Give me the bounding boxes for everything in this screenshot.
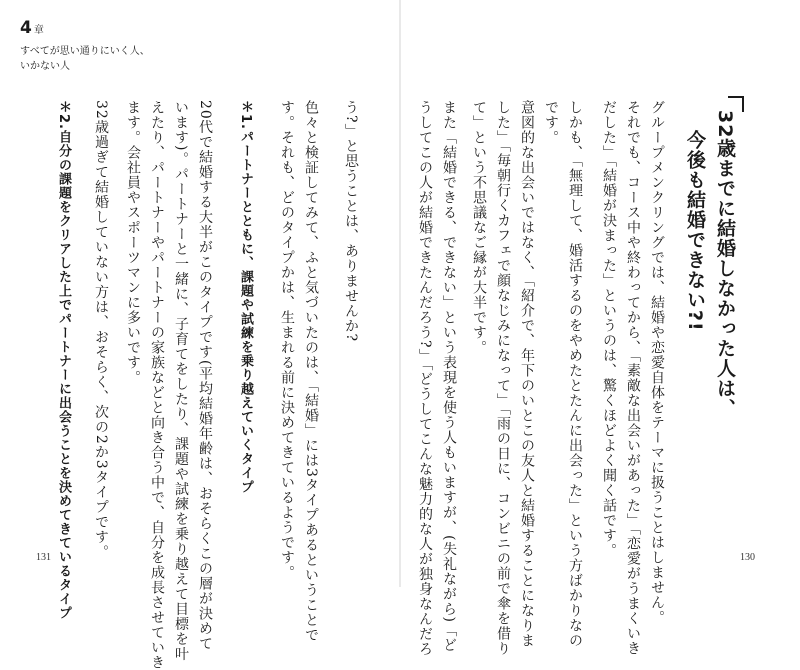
text-column: えたり、パートナーやパートナーの家族などと向き合う中で、自分を成長させていき bbox=[149, 100, 165, 670]
page-gutter bbox=[399, 0, 401, 587]
text-column: です。 bbox=[543, 100, 559, 145]
text-column: て」という不思議なご縁が大半です。 bbox=[471, 100, 487, 355]
page-number-right: 130 bbox=[740, 552, 755, 563]
section-heading-2: ＊2.自分の課題をクリアした上でパートナーに出会うことを決めてきているタイプ bbox=[56, 100, 71, 620]
text-column: それでも、コース中や終わってから、「素敵な出会いがあった」「恋愛がうまくいき bbox=[625, 100, 641, 656]
text-column: うしてこの人が結婚できたんだろう?」「どうしてこんな魅力的な人が独身なんだろ bbox=[417, 100, 433, 657]
chapter-subtitle bbox=[20, 44, 190, 74]
chapter-number: 4 bbox=[20, 18, 32, 38]
text-column: 意図的な出会いではなく、「紹介で、年下のいとこの友人と結婚することになりま bbox=[519, 100, 535, 648]
chapter-subtitle-line2: いかない人 bbox=[20, 61, 70, 72]
text-column: います)。パートナーと一緒に、子育てをしたり、課題や試練を乗り越えて目標を叶 bbox=[173, 100, 189, 662]
text-column: また「結婚できる、できない」という表現を使う人もいますが、(失礼ながら)「ど bbox=[441, 100, 457, 653]
text-column: だした」「結婚が決まった」というのは、驚くほどよく聞く話です。 bbox=[601, 100, 617, 558]
text-column: ます。会社員やスポーツマンに多いです。 bbox=[125, 100, 141, 385]
heading-line2: 今後も結婚できない?! bbox=[684, 130, 706, 332]
chapter-label bbox=[20, 18, 44, 38]
page-number-left: 131 bbox=[36, 552, 51, 563]
text-column: グループメンクリングでは、結婚や恋愛自体をテーマに扱うことはしません。 bbox=[649, 100, 665, 625]
text-column: した」「毎朝行くカフェで顔なじみになって」「雨の日に、コンビニの前で傘を借り bbox=[495, 100, 511, 656]
chapter-word: 章 bbox=[33, 25, 44, 36]
text-column: 色々と検証してみて、ふと気づいたのは、「結婚」には3タイプあるということで bbox=[303, 100, 319, 643]
chapter-subtitle-line1: すべてが思い通りにいく人、 bbox=[20, 46, 150, 57]
section-heading-1: ＊1.パートナーとともに、課題や試練を乗り越えていくタイプ bbox=[238, 100, 253, 494]
heading-line1: 32歳までに結婚しなかった人は、 bbox=[714, 110, 736, 419]
text-column: 20代で結婚する大半がこのタイプです(平均結婚年齢は、おそらくこの層が決めて bbox=[197, 100, 213, 652]
text-column: しかも、「無理して、婚活するのをやめたとたんに出会った」という方ばかりなの bbox=[567, 100, 583, 648]
text-column: う?」と思うことは、ありませんか? bbox=[343, 100, 359, 343]
text-column: 32歳過ぎて結婚していない方は、おそらく、次の2か3タイプです。 bbox=[93, 100, 109, 560]
text-column: す。それも、どのタイプかは、生まれる前に決めてきているようです。 bbox=[279, 100, 295, 580]
